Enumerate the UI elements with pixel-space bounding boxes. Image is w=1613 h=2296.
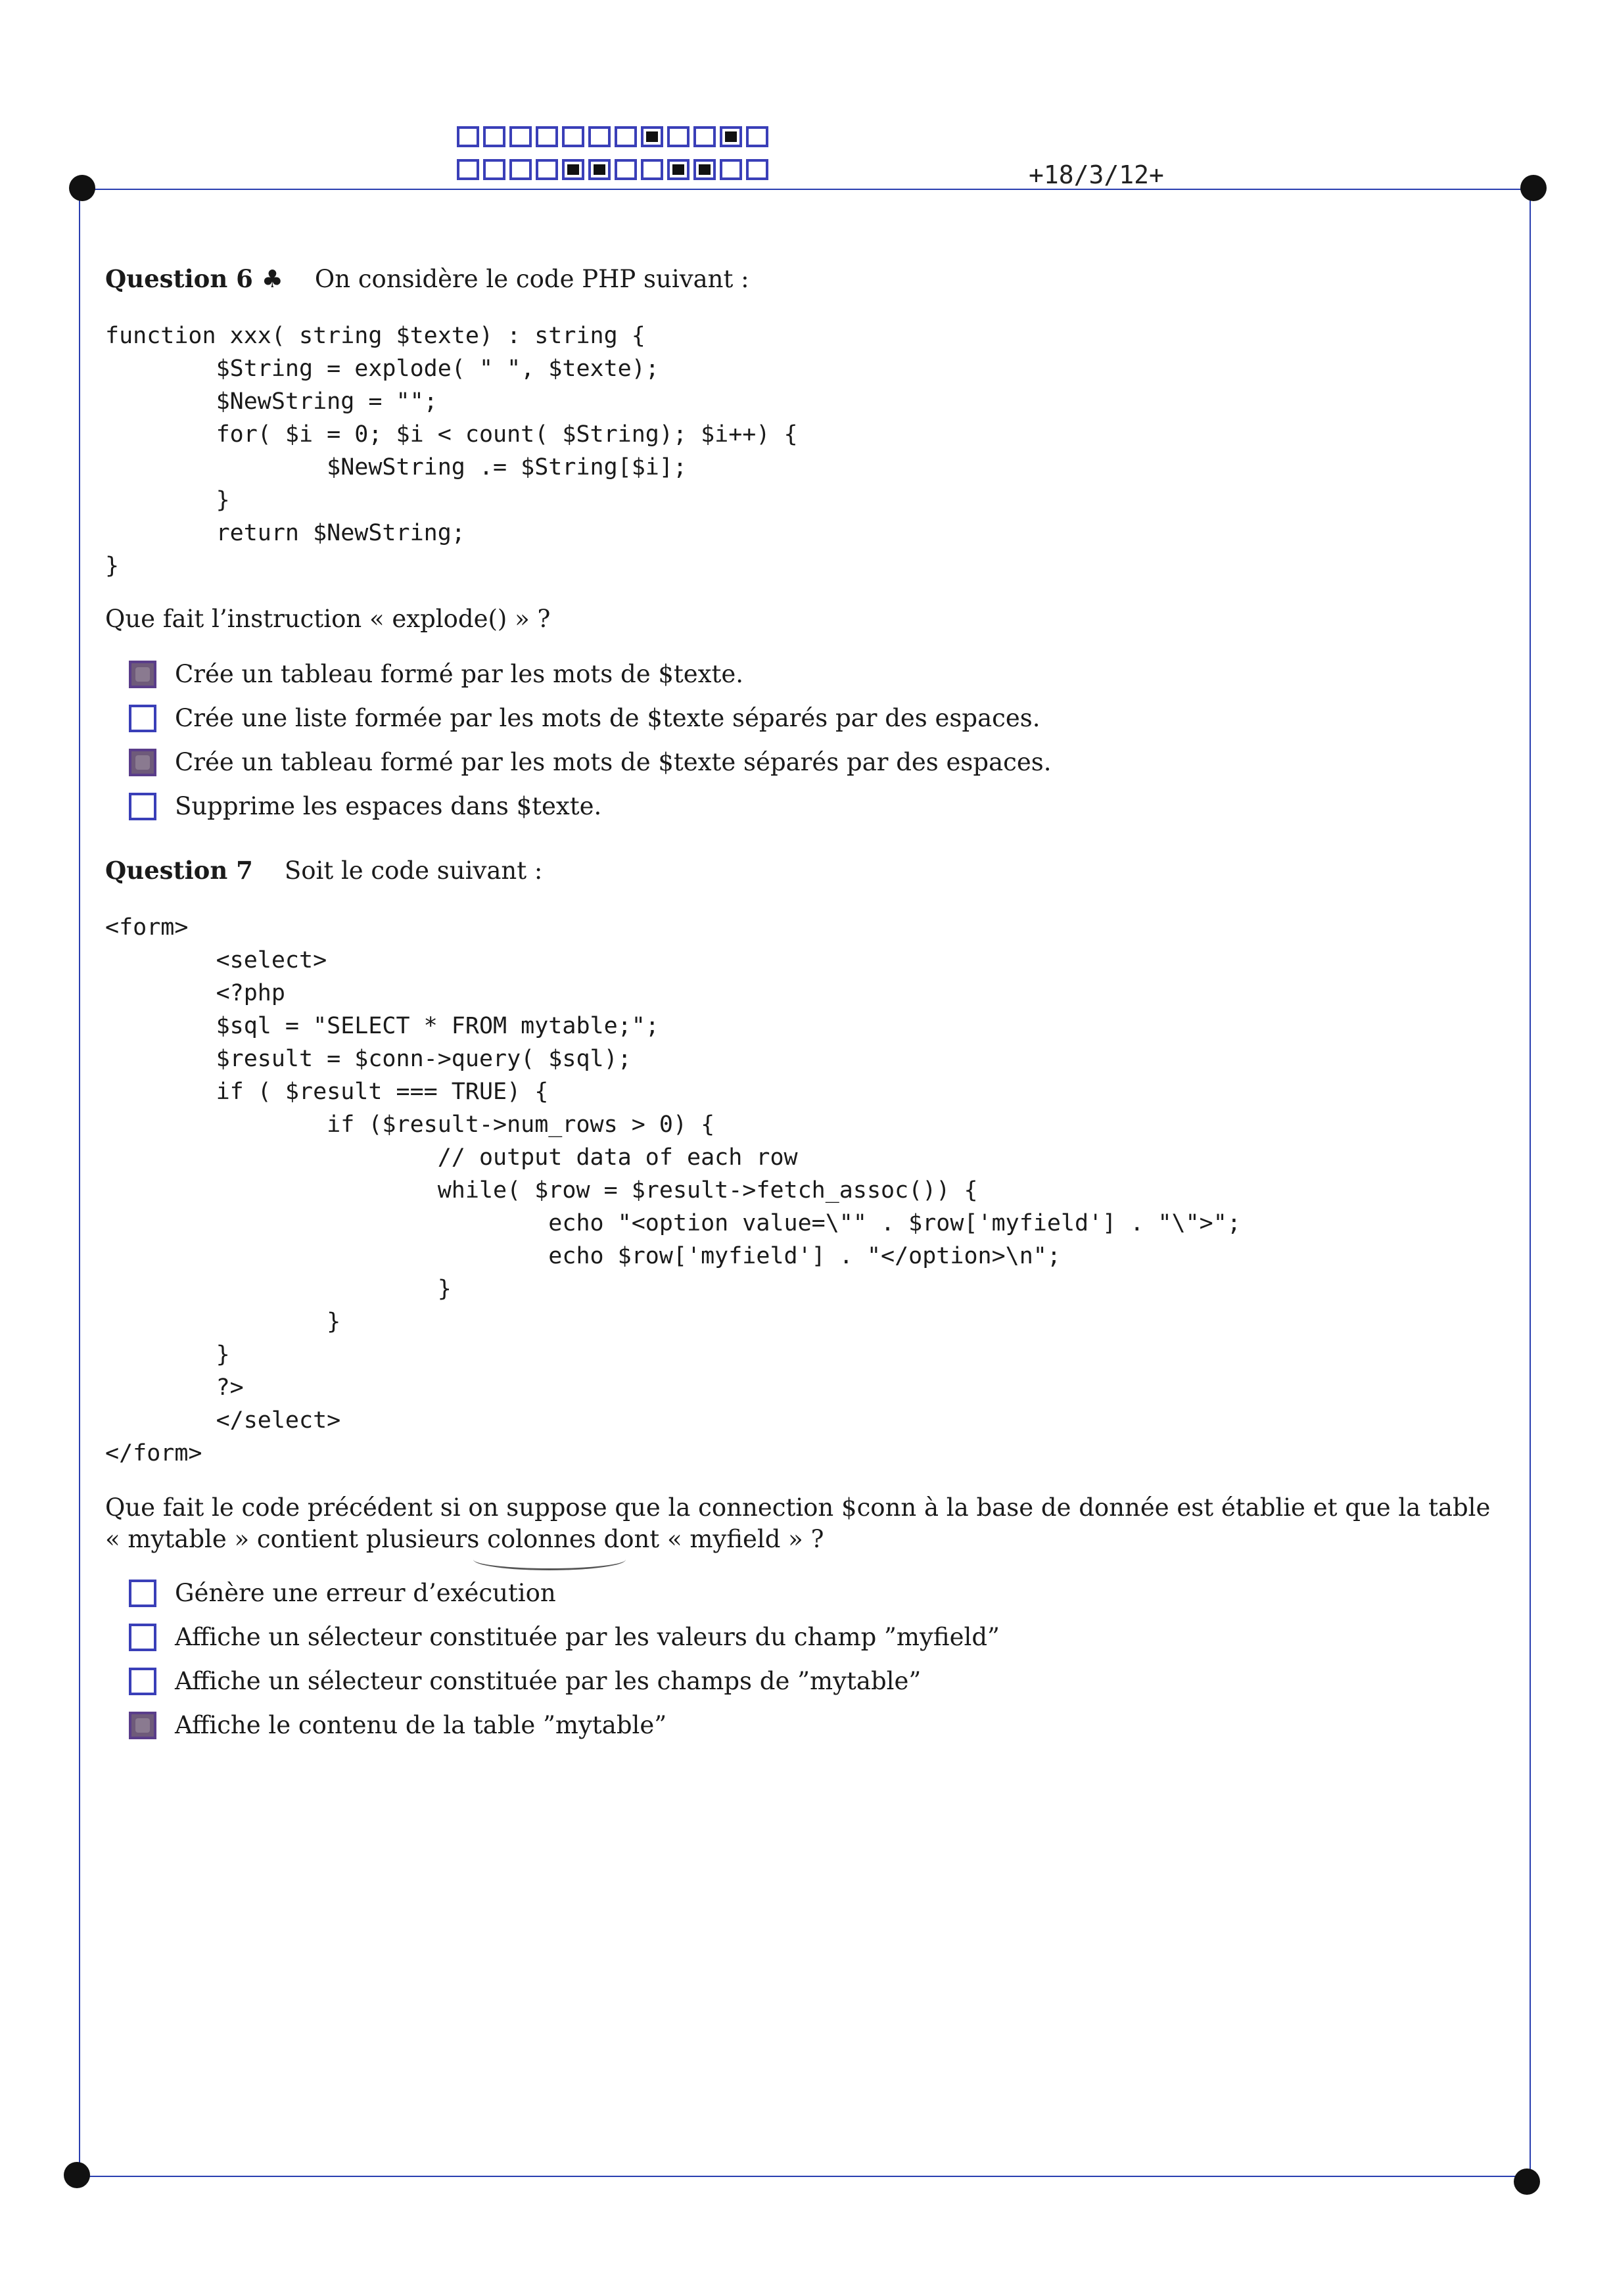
q7-option-4-checkbox[interactable]: [129, 1712, 156, 1739]
q7-option-1-checkbox[interactable]: [129, 1580, 156, 1607]
q6-option-2[interactable]: [129, 704, 1040, 732]
q7-option-3-label: Affiche un sélecteur constituée par les champs de ”mytable”: [175, 1667, 922, 1695]
id-strip-cell: [483, 159, 505, 180]
id-strip-cell: [457, 126, 479, 147]
question-6-prompt: Que fait l’instruction « explode() » ?: [105, 605, 551, 633]
corner-marker-bottom-right: [1514, 2168, 1540, 2195]
id-strip-cell: [667, 126, 690, 147]
q6-option-1[interactable]: [129, 660, 743, 688]
question-6-label: Question 6 ♣: [105, 264, 283, 293]
q6-option-3-label: Crée un tableau formé par les mots de $texte séparés par des espaces.: [175, 748, 1052, 776]
question-6-code: function xxx( string $texte) : string { $String = explode( " ", $texte); $NewString = ""; for( $i = 0; $i < count( $String); $i++) { $NewString .= $String[$i]; } return $NewString; }: [105, 323, 798, 579]
q6-option-3-checkbox[interactable]: [129, 749, 156, 776]
question-6-header: [105, 264, 749, 293]
q6-option-1-checkbox[interactable]: [129, 661, 156, 688]
corner-marker-top-left: [69, 175, 95, 201]
frame-top-line: [84, 189, 1534, 190]
q6-option-4[interactable]: [129, 792, 601, 820]
frame-right-line: [1530, 189, 1531, 2176]
id-strip-row-2: [457, 159, 772, 180]
id-strip-cell: [693, 159, 716, 180]
corner-marker-bottom-left: [64, 2162, 90, 2188]
id-strip-cell: [615, 126, 637, 147]
question-7-code: <form> <select> <?php $sql = "SELECT * FROM mytable;"; $result = $conn->query( $sql); if ( $result === TRUE) { if ($result->num_rows > 0) { // output data of each row while( $row = $result->fetch_assoc()) { echo "<option value=\"" . $row['myfield'] . "\">"; echo $row['myfield'] . "</option>\n"; } } } ?> </select> </form>: [105, 914, 1241, 1466]
id-strip-cell: [483, 126, 505, 147]
q7-option-1-label: Génère une erreur d’exécution: [175, 1579, 556, 1607]
id-strip-cell: [667, 159, 690, 180]
id-strip-cell: [641, 126, 663, 147]
q6-option-4-checkbox[interactable]: [129, 793, 156, 820]
id-strip-cell: [588, 159, 611, 180]
id-strip-cell: [509, 159, 532, 180]
question-7-label: Question 7: [105, 856, 253, 885]
corner-marker-top-right: [1520, 175, 1547, 201]
id-strip-cell: [536, 159, 558, 180]
q6-option-2-label: Crée une liste formée par les mots de $texte séparés par des espaces.: [175, 704, 1040, 732]
question-7-intro: Soit le code suivant :: [284, 856, 543, 885]
question-6-intro: On considère le code PHP suivant :: [314, 265, 749, 293]
pen-underline-mark: [473, 1549, 626, 1570]
id-strip-cell: [588, 126, 611, 147]
id-strip-cell: [457, 159, 479, 180]
q6-option-1-label: Crée un tableau formé par les mots de $texte.: [175, 660, 744, 688]
id-strip-cell: [615, 159, 637, 180]
frame-left-line: [79, 189, 80, 2176]
frame-bottom-line: [74, 2176, 1534, 2177]
id-strip-cell: [562, 159, 584, 180]
q7-option-2-checkbox[interactable]: [129, 1624, 156, 1651]
q7-option-3[interactable]: [129, 1667, 921, 1695]
q6-option-2-checkbox[interactable]: [129, 705, 156, 732]
id-strip-cell: [720, 159, 742, 180]
q7-option-2-label: Affiche un sélecteur constituée par les valeurs du champ ”myfield”: [175, 1623, 1000, 1651]
id-strip-cell: [536, 126, 558, 147]
id-strip-cell: [509, 126, 532, 147]
id-strip-cell: [746, 126, 768, 147]
page-code: +18/3/12+: [1029, 160, 1164, 189]
question-7-header: [105, 856, 542, 885]
q7-option-3-checkbox[interactable]: [129, 1668, 156, 1695]
id-strip-cell: [562, 126, 584, 147]
q6-option-4-label: Supprime les espaces dans $texte.: [175, 792, 602, 820]
id-strip-cell: [746, 159, 768, 180]
id-strip-cell: [693, 126, 716, 147]
q7-option-2[interactable]: [129, 1623, 1000, 1651]
q7-option-1[interactable]: [129, 1579, 556, 1607]
id-strip-row-1: [457, 126, 772, 147]
id-strip-cell: [641, 159, 663, 180]
question-7-prompt: Que fait le code précédent si on suppose que la connection $conn à la base de donnée est établie et que la table « mytable » contient plusieurs colonnes dont « myfield » ?: [105, 1493, 1491, 1553]
q7-option-4-label: Affiche le contenu de la table ”mytable”: [175, 1711, 667, 1739]
id-strip-cell: [720, 126, 742, 147]
q6-option-3[interactable]: [129, 748, 1052, 776]
q7-option-4[interactable]: [129, 1711, 666, 1739]
